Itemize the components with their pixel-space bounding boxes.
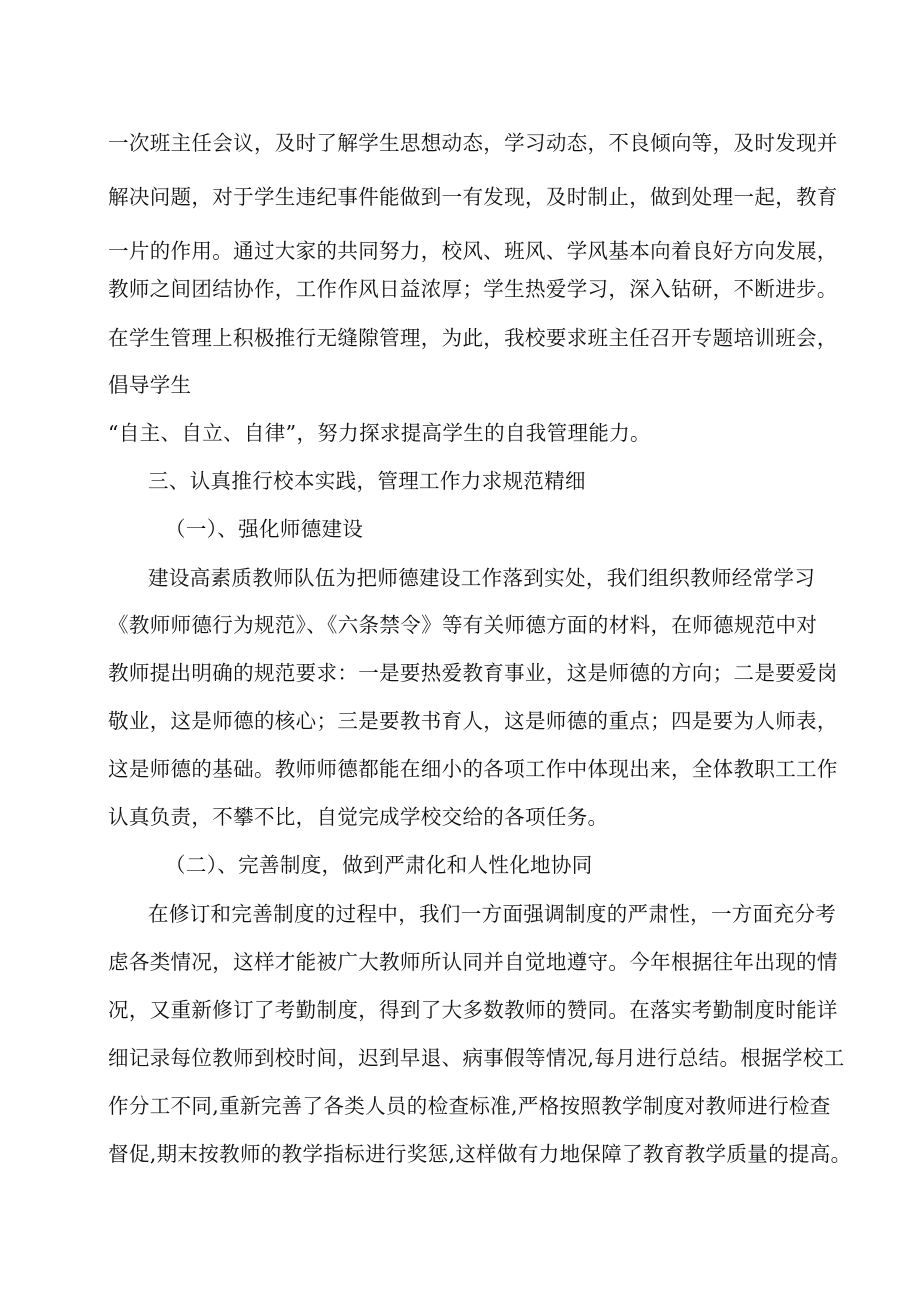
body-text-line: 倡导学生	[108, 373, 192, 397]
body-text-line: 建设高素质教师队伍为把师德建设工作落到实处，我们组织教师经常学习	[148, 566, 816, 590]
body-text-line: 在学生管理上积极推行无缝隙管理，为此，我校要求班主任召开专题培训班会，	[108, 326, 838, 350]
body-text-line: 这是师德的基础。教师师德都能在细小的各项工作中体现出来，全体教职工工作	[108, 757, 838, 781]
body-text-line: 作分工不同,重新完善了各类人员的检查标准,严格按照教学制度对教师进行检查	[108, 1094, 831, 1118]
body-text-line: 况，又重新修订了考勤制度，得到了大多数教师的赞同。在落实考勤制度时能详	[108, 998, 838, 1022]
body-text-line: 敬业，这是师德的核心；三是要教书育人，这是师德的重点；四是要为人师表，	[108, 709, 838, 733]
body-text-line: 教师提出明确的规范要求：一是要热爱教育事业，这是师德的方向；二是要爱岗	[108, 661, 838, 685]
body-text-line: 细记录每位教师到校时间，迟到早退、病事假等情况,每月进行总结。根据学校工	[108, 1046, 845, 1070]
body-text-line: 解决问题，对于学生违纪事件能做到一有发现，及时制止，做到处理一起，教育	[108, 185, 838, 209]
body-text-line: 督促,期末按教师的教学指标进行奖惩,这样做有力地保障了教育教学质量的提高。	[108, 1142, 852, 1166]
body-text-line: 《教师师德行为规范》、《六条禁令》等有关师德方面的材料，在师德规范中对	[108, 613, 818, 637]
body-text-line: 虑各类情况，这样才能被广大教师所认同并自觉地遵守。今年根据往年出现的情	[108, 950, 838, 974]
body-text-line: 一片的作用。通过大家的共同努力，校风、班风、学风基本向着良好方向发展，	[108, 239, 838, 263]
subsection-heading: （二）、完善制度，做到严肃化和人性化地协同	[165, 853, 593, 877]
section-heading: 三、认真推行校本实践，管理工作力求规范精细	[148, 469, 586, 493]
body-text-line: 认真负责，不攀不比，自觉完成学校交给的各项任务。	[108, 805, 609, 829]
body-text-line: “自主、自立、自律”，努力探求提高学生的自我管理能力。	[108, 421, 651, 445]
body-text-line: 一次班主任会议，及时了解学生思想动态，学习动态，不良倾向等，及时发现并	[108, 131, 838, 155]
body-text-line: 在修订和完善制度的过程中，我们一方面强调制度的严肃性，一方面充分考	[148, 902, 837, 926]
subsection-heading: （一）、强化师德建设	[165, 517, 364, 541]
body-text-line: 教师之间团结协作，工作作风日益浓厚；学生热爱学习，深入钻研，不断进步。	[108, 277, 838, 301]
